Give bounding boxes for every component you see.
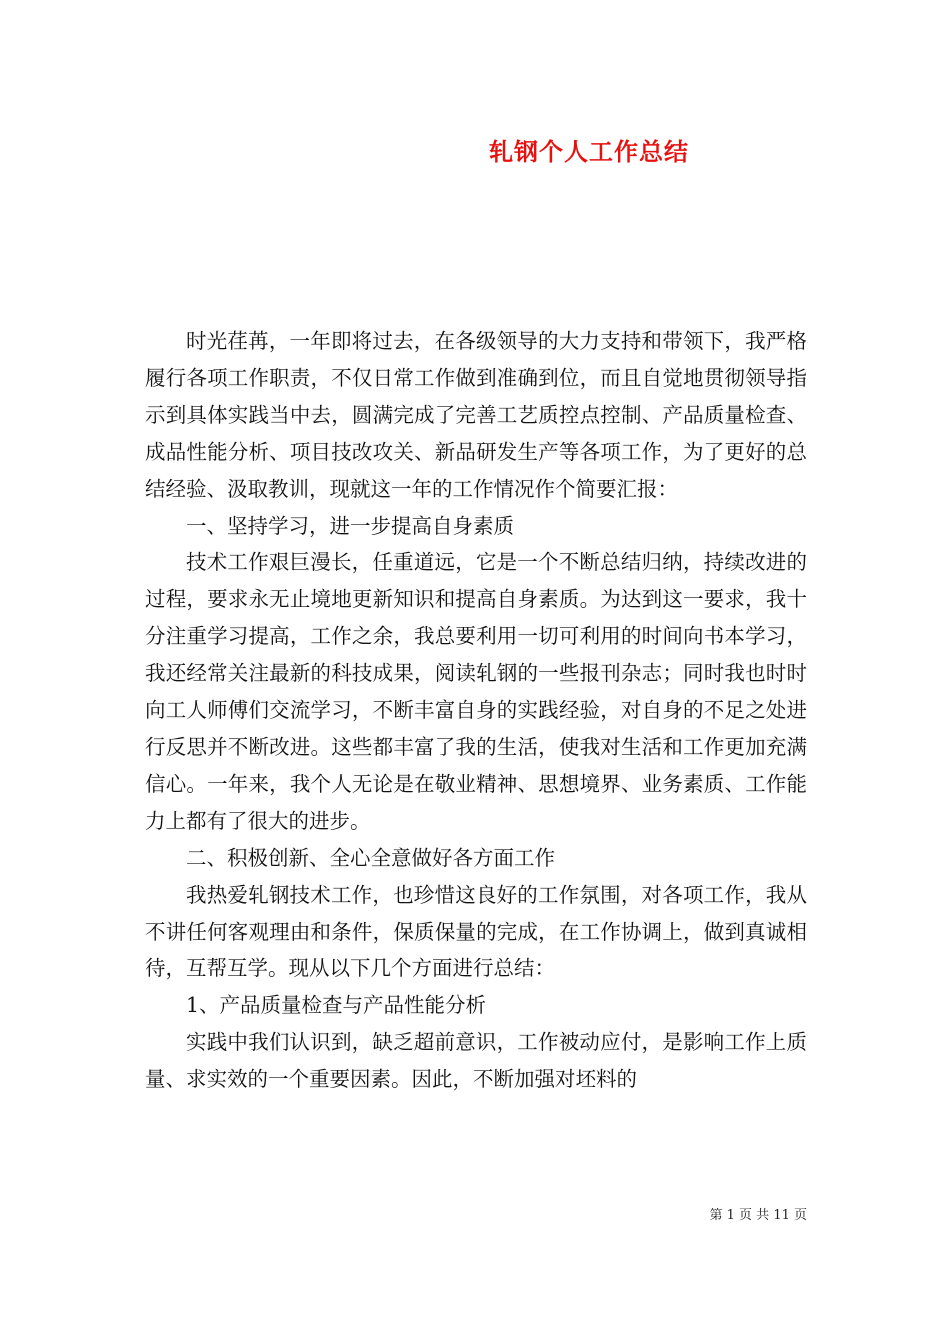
section-heading-2: 二、积极创新、全心全意做好各方面工作 <box>186 845 555 870</box>
document-title: 轧钢个人工作总结 <box>489 137 689 166</box>
paragraph-work: 我热爱轧钢技术工作，也珍惜这良好的工作氛围，对各项工作，我从不讲任何客观理由和条件，保质保量的完成，在工作协调上，做到真诚相待，互帮互学。现从以下几个方面进行总结： <box>145 882 807 981</box>
section-heading-1: 一、坚持学习，进一步提高自身素质 <box>186 513 514 538</box>
paragraph-quality: 实践中我们认识到，缺乏超前意识，工作被动应付，是影响工作上质量、求实效的一个重要因素。因此，不断加强对坯料的 <box>145 1030 807 1092</box>
page-number-footer: 第 1 页 共 11 页 <box>709 1208 807 1223</box>
paragraph-study: 技术工作艰巨漫长，任重道远，它是一个不断总结归纳，持续改进的过程，要求永无止境地更新知识和提高自身素质。为达到这一要求，我十分注重学习提高，工作之余，我总要利用一切可利用的时间向书本学习，我还经常关注最新的科技成果，阅读轧钢的一些报刊杂志；同时我也时时向工人师傅们交流学习，不断丰富自身的实践经验，对自身的不足之处进行反思并不断改进。这些都丰富了我的生活，使我对生活和工作更加充满信心。一年来，我个人无论是在敬业精神、思想境界、业务素质、工作能力上都有了很大的进步。 <box>145 550 807 833</box>
document-body <box>145 323 807 1098</box>
subsection-heading-1: 1、产品质量检查与产品性能分析 <box>186 993 487 1018</box>
paragraph-intro: 时光荏苒，一年即将过去，在各级领导的大力支持和带领下，我严格履行各项工作职责，不仅日常工作做到准确到位，而且自觉地贯彻领导指示到具体实践当中去，圆满完成了完善工艺质控点控制、产品质量检查、成品性能分析、项目技改攻关、新品研发生产等各项工作，为了更好的总结经验、汲取教训，现就这一年的工作情况作个简要汇报： <box>145 329 807 501</box>
